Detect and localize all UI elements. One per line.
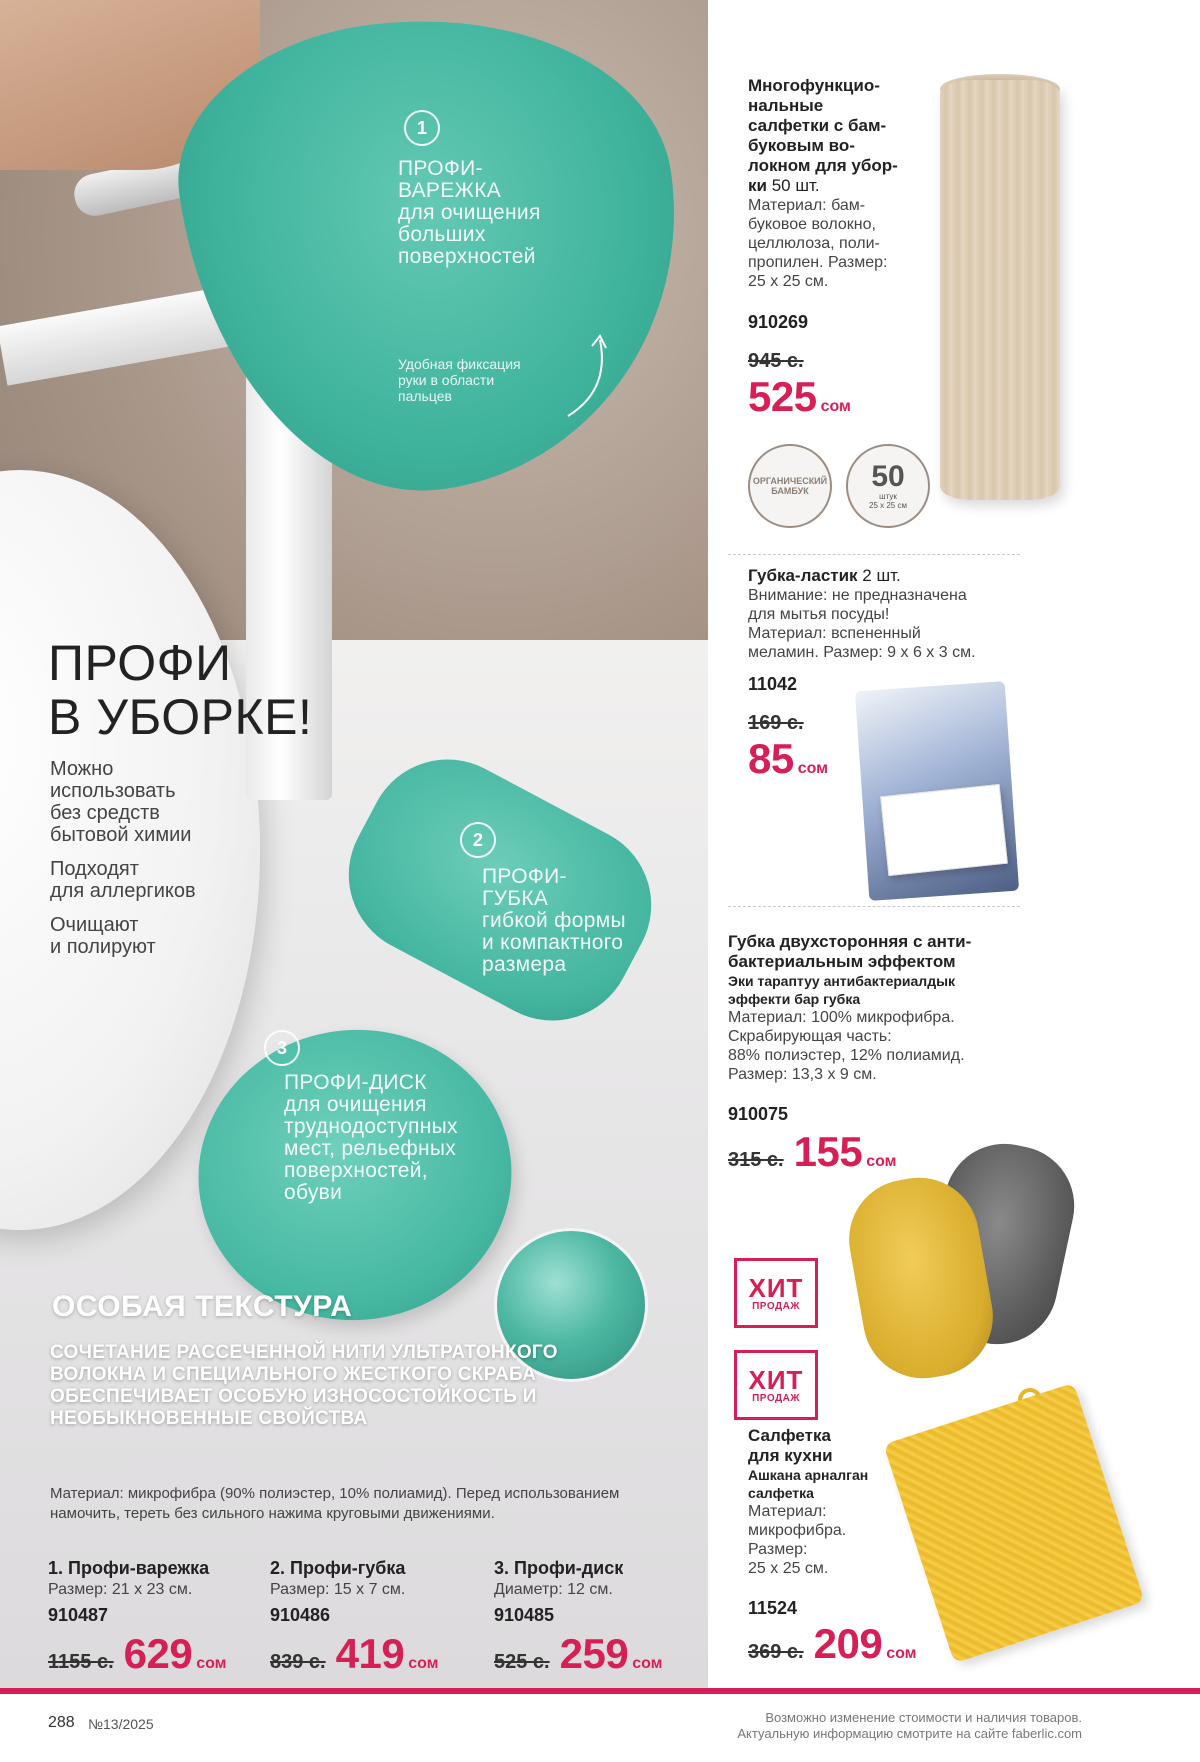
currency: сом	[408, 1655, 439, 1672]
footer-accent-bar	[0, 1688, 1200, 1694]
benefit-line: Можно	[50, 758, 114, 780]
benefit-item	[50, 914, 196, 958]
page-headline	[48, 636, 312, 744]
title-line: бактериальным эффектом	[728, 952, 956, 971]
product-code: 910075	[728, 1104, 789, 1124]
subtitle-line: эффекти бар губка	[728, 991, 861, 1007]
benefit-line: без средств	[50, 802, 160, 824]
count-size: 25 x 25 см	[869, 501, 907, 510]
product-title	[748, 76, 938, 196]
benefit-item	[50, 858, 196, 902]
old-price: 839 с.	[270, 1651, 326, 1673]
benefits-list	[50, 758, 196, 970]
callout-number-1: 1	[404, 110, 440, 146]
footer-disclaimer	[612, 1710, 1082, 1742]
title-line: салфетки с бам-	[748, 116, 887, 135]
currency: сом	[820, 398, 851, 415]
section-divider	[728, 554, 1020, 555]
callout-disk-sub: для очищения	[284, 1093, 427, 1116]
product-bamboo-wipes	[748, 76, 938, 291]
product-description	[728, 1008, 1028, 1084]
old-price: 369 с.	[748, 1641, 804, 1663]
new-price: 155	[793, 1128, 863, 1175]
price-profi-disk	[494, 1630, 662, 1678]
product-name: 3. Профи-диск	[494, 1558, 624, 1578]
texture-description: СОЧЕТАНИЕ РАССЕЧЕННОЙ НИТИ УЛЬТРАТОНКОГО ВОЛОКНА И СПЕЦИАЛЬНОГО ЖЕСТКОГО СКРАБА ОБЕСПЕЧИВАЕТ ОСОБУЮ ИЗНОСОСТОЙКОСТЬ И НЕОБЫКНОВЕННЫЕ СВОЙСТВА	[50, 1342, 558, 1429]
callout-disk-sub: труднодоступных	[284, 1115, 458, 1138]
product-quantity: 50 шт.	[766, 176, 820, 195]
page-number: 288	[48, 1714, 75, 1731]
callout-mitt-sub: для очищения	[398, 201, 541, 224]
product-title	[748, 566, 1028, 586]
new-price: 209	[813, 1620, 883, 1667]
product-profi-sponge	[270, 1558, 480, 1626]
badge-hit: ХИТ	[748, 1364, 804, 1395]
callout-disk-title: ПРОФИ-ДИСК	[284, 1071, 427, 1094]
new-price: 259	[559, 1630, 629, 1677]
benefit-line: Подходят	[50, 858, 139, 880]
badge-sales: ПРОДАЖ	[752, 1300, 800, 1312]
callout-disk-sub: поверхностей,	[284, 1159, 428, 1182]
product-code: 910486	[270, 1605, 331, 1625]
disclaimer-line: Возможно изменение стоимости и наличия товаров.	[765, 1710, 1082, 1725]
count-50-icon	[846, 444, 930, 528]
currency: сом	[797, 760, 829, 777]
product-size: Размер: 21 х 23 см.	[48, 1581, 193, 1598]
subtitle-line: Ашкана арналган	[748, 1467, 869, 1483]
product-code: 910485	[494, 1605, 555, 1625]
benefit-item	[50, 758, 196, 846]
price-bamboo-wipes	[748, 350, 851, 421]
mitt-grip-note	[398, 356, 521, 404]
product-description	[748, 586, 1028, 662]
currency: сом	[866, 1153, 897, 1170]
desc-line: 25 х 25 см.	[748, 273, 829, 290]
desc-line: Внимание: не предназначена	[748, 587, 967, 604]
benefit-line: Очищают	[50, 914, 139, 936]
callout-mitt-sub: больших	[398, 223, 486, 246]
new-price: 85	[748, 735, 794, 782]
callout-sponge-sub: размера	[482, 953, 567, 976]
new-price: 419	[335, 1630, 405, 1677]
price-profi-sponge	[270, 1630, 438, 1678]
desc-line: 25 х 25 см.	[748, 1560, 829, 1577]
product-code: 910269	[748, 312, 809, 332]
product-name: 2. Профи-губка	[270, 1558, 406, 1578]
callout-mitt-title: ВАРЕЖКА	[398, 179, 502, 202]
curved-arrow-icon	[560, 330, 620, 420]
section-divider	[728, 906, 1020, 907]
new-price: 629	[123, 1630, 193, 1677]
headline-line: ПРОФИ	[48, 635, 232, 691]
callout-mitt	[398, 158, 541, 268]
old-price: 945 с.	[748, 350, 804, 372]
product-size: Размер: 15 х 7 см.	[270, 1581, 406, 1598]
mitt-grip-note-line: руки в области	[398, 372, 495, 388]
product-profi-mitt	[48, 1558, 258, 1626]
product-quantity: 2 шт.	[857, 566, 901, 585]
currency: сом	[196, 1655, 227, 1672]
callout-sponge-title: ГУБКА	[482, 887, 549, 910]
product-title	[728, 932, 1028, 972]
count-unit: штук	[879, 492, 897, 501]
subtitle-line: Эки тараптуу антибактериалдык	[728, 973, 956, 989]
price-profi-mitt	[48, 1630, 227, 1678]
old-price: 169 с.	[748, 712, 804, 734]
desc-line: микрофибра.	[748, 1522, 847, 1539]
headline-line: В УБОРКЕ!	[48, 689, 313, 745]
title-line: локном для убор-	[748, 156, 898, 175]
desc-line: Материал: бам-	[748, 197, 866, 214]
desc-line: Материал: вспененный	[748, 625, 921, 642]
bestseller-badge	[734, 1350, 818, 1420]
eraser-sponge-image	[880, 784, 1008, 876]
subtitle-line: салфетка	[748, 1485, 814, 1501]
callout-disk-sub: мест, рельефных	[284, 1137, 457, 1160]
badge-sales: ПРОДАЖ	[752, 1392, 800, 1404]
issue-number: №13/2025	[88, 1716, 154, 1732]
callout-sponge-title: ПРОФИ-	[482, 865, 567, 888]
currency: сом	[632, 1655, 663, 1672]
benefit-line: и полируют	[50, 936, 156, 958]
callout-sponge	[482, 866, 626, 976]
desc-line: Скрабирующая часть:	[728, 1028, 892, 1045]
title-line: для кухни	[748, 1446, 833, 1465]
texture-title: ОСОБАЯ ТЕКСТУРА	[52, 1290, 353, 1323]
desc-line: меламин. Размер: 9 х 6 х 3 см.	[748, 644, 976, 661]
desc-line: Размер:	[748, 1541, 808, 1558]
product-profi-disk	[494, 1558, 704, 1626]
mitt-grip-note-line: Удобная фиксация	[398, 356, 521, 372]
kitchen-cloth-image	[883, 1383, 1144, 1664]
bamboo-wipes-roll-image	[940, 80, 1060, 500]
desc-line: пропилен. Размер:	[748, 254, 888, 271]
title-line: нальные	[748, 96, 824, 115]
desc-line: буковое волокно,	[748, 216, 876, 233]
desc-line: Материал:	[748, 1503, 827, 1520]
desc-line: для мытья посуды!	[748, 606, 890, 623]
product-size: Диаметр: 12 см.	[494, 1581, 613, 1598]
old-price: 1155 с.	[48, 1651, 114, 1673]
product-description	[748, 1502, 918, 1578]
product-code: 11524	[748, 1598, 798, 1618]
callout-disk-sub: обуви	[284, 1181, 343, 1204]
title-line: Многофункцио-	[748, 76, 880, 95]
benefit-line: для аллергиков	[50, 880, 196, 902]
title-line: Губка двухсторонняя с анти-	[728, 932, 972, 951]
desc-line: Материал: 100% микрофибра.	[728, 1009, 955, 1026]
product-description	[748, 196, 938, 291]
callout-number-3: 3	[264, 1030, 300, 1066]
mitt-grip-note-line: пальцев	[398, 388, 452, 404]
product-subtitle	[728, 972, 1028, 1008]
count-number: 50	[871, 460, 905, 493]
product-code: 11042	[748, 674, 798, 694]
callout-sponge-sub: гибкой формы	[482, 909, 626, 932]
material-note: Материал: микрофибра (90% полиэстер, 10% полиамид). Перед использованием намочить, тереть без сильного нажима круговыми движениями.	[50, 1485, 620, 1522]
callout-disk	[284, 1072, 458, 1204]
benefit-line: использовать	[50, 780, 176, 802]
badge-hit: ХИТ	[748, 1272, 804, 1303]
title-line: Губка-ластик	[748, 566, 858, 585]
callout-mitt-sub: поверхностей	[398, 245, 536, 268]
product-name: 1. Профи-варежка	[48, 1558, 210, 1578]
new-price: 525	[748, 373, 817, 420]
title-line: ки	[748, 176, 767, 195]
disclaimer-line: Актуальную информацию смотрите на сайте faberlic.com	[737, 1726, 1082, 1741]
organic-bamboo-icon: ОРГАНИЧЕСКИЙ БАМБУК	[748, 444, 832, 528]
benefit-line: бытовой химии	[50, 824, 192, 846]
old-price: 315 с.	[728, 1149, 784, 1171]
desc-line: 88% полиэстер, 12% полиамид.	[728, 1047, 965, 1064]
price-double-sponge	[728, 1128, 896, 1176]
price-kitchen-cloth	[748, 1620, 916, 1668]
product-code: 910487	[48, 1605, 109, 1625]
currency: сом	[886, 1645, 917, 1662]
price-eraser-sponge	[748, 712, 828, 783]
product-double-sponge	[728, 932, 1028, 1084]
callout-number-2: 2	[460, 822, 496, 858]
callout-sponge-sub: и компактного	[482, 931, 624, 954]
title-line: Салфетка	[748, 1426, 831, 1445]
title-line: буковым во-	[748, 136, 855, 155]
desc-line: Размер: 13,3 х 9 см.	[728, 1066, 877, 1083]
callout-mitt-title: ПРОФИ-	[398, 157, 483, 180]
bestseller-badge	[734, 1258, 818, 1328]
product-eraser-sponge	[748, 566, 1028, 662]
desc-line: целлюлоза, поли-	[748, 235, 880, 252]
old-price: 525 с.	[494, 1651, 550, 1673]
